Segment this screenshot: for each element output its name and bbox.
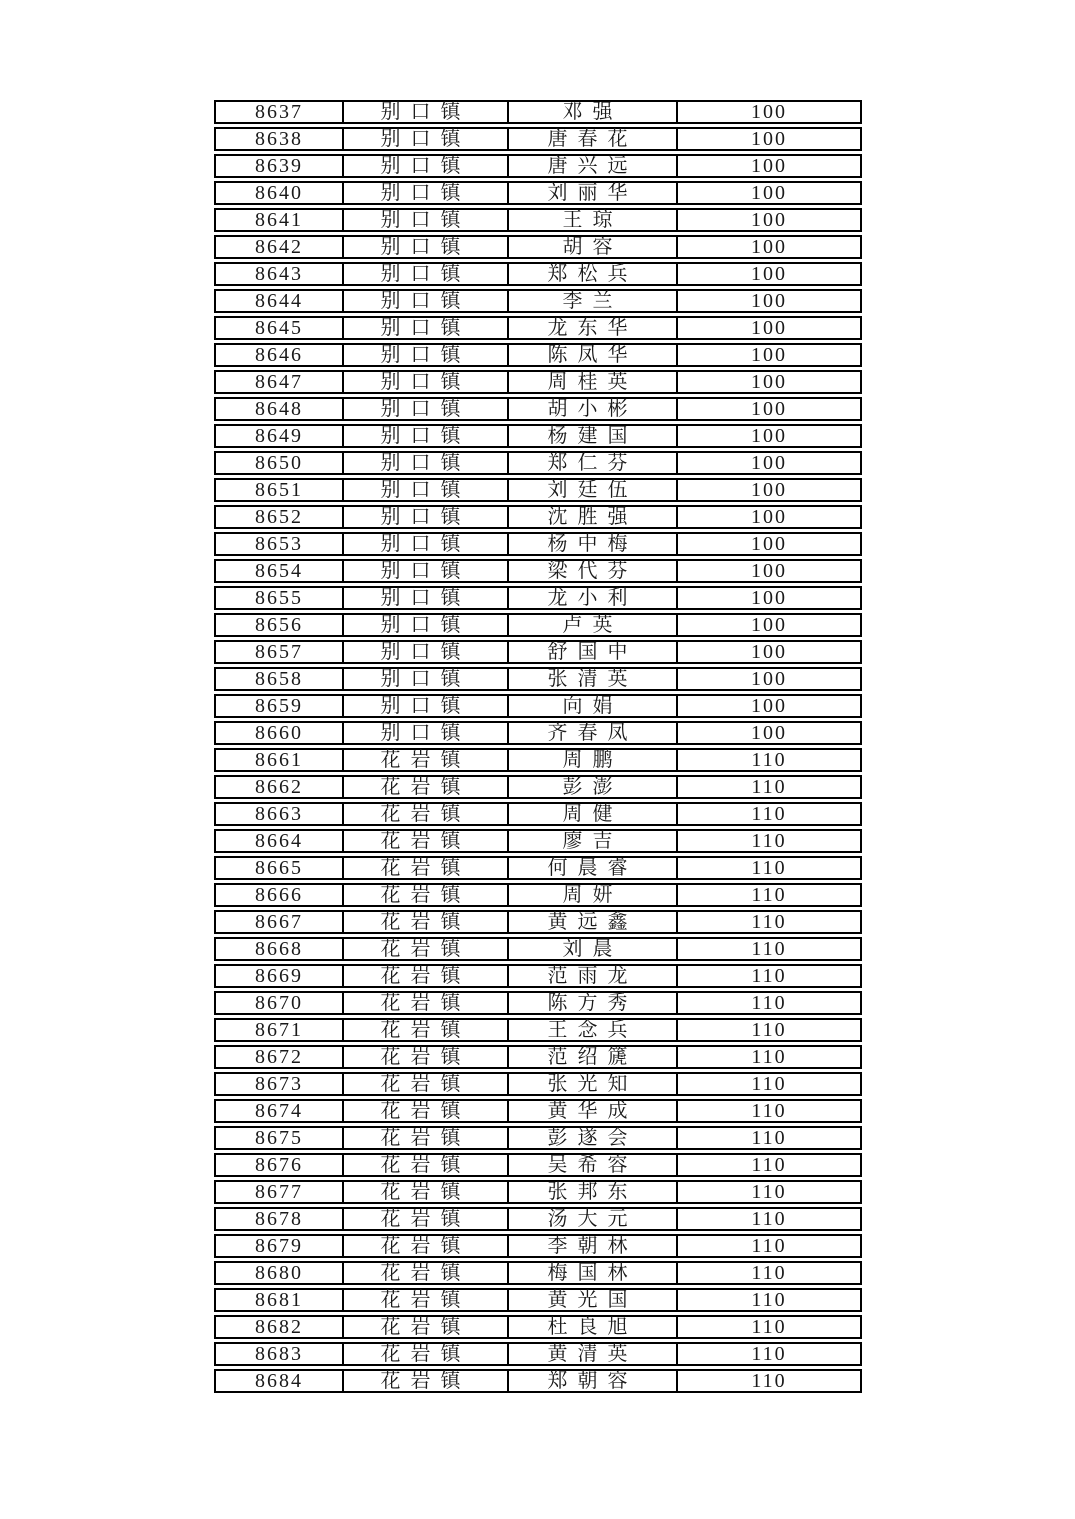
table-row	[214, 829, 862, 853]
value-cell: 100	[676, 586, 862, 610]
name-cell: 郑松兵	[507, 262, 676, 286]
name-cell: 周鹏	[507, 748, 676, 772]
town-cell: 花岩镇	[342, 748, 507, 772]
serial-cell: 8667	[214, 910, 342, 934]
name-cell: 张光知	[507, 1072, 676, 1096]
table-row	[214, 316, 862, 340]
town-cell: 别口镇	[342, 586, 507, 610]
town-cell: 别口镇	[342, 316, 507, 340]
name-cell: 王念兵	[507, 1018, 676, 1042]
table-row	[214, 1315, 862, 1339]
value-cell: 110	[676, 1234, 862, 1258]
value-cell: 100	[676, 370, 862, 394]
name-cell: 杜良旭	[507, 1315, 676, 1339]
value-cell: 110	[676, 883, 862, 907]
table-row	[214, 964, 862, 988]
value-cell: 110	[676, 1072, 862, 1096]
table-row	[214, 262, 862, 286]
serial-cell: 8660	[214, 721, 342, 745]
name-cell: 黄华成	[507, 1099, 676, 1123]
value-cell: 110	[676, 937, 862, 961]
town-cell: 花岩镇	[342, 1288, 507, 1312]
town-cell: 别口镇	[342, 640, 507, 664]
table-row	[214, 613, 862, 637]
serial-cell: 8651	[214, 478, 342, 502]
serial-cell: 8654	[214, 559, 342, 583]
name-cell: 李朝林	[507, 1234, 676, 1258]
town-cell: 别口镇	[342, 262, 507, 286]
table-row	[214, 370, 862, 394]
table-row	[214, 586, 862, 610]
town-cell: 花岩镇	[342, 1072, 507, 1096]
serial-cell: 8652	[214, 505, 342, 529]
value-cell: 110	[676, 1126, 862, 1150]
name-cell: 黄光国	[507, 1288, 676, 1312]
town-cell: 花岩镇	[342, 1207, 507, 1231]
name-cell: 邓强	[507, 100, 676, 124]
table-row	[214, 1153, 862, 1177]
table-row	[214, 1072, 862, 1096]
name-cell: 周桂英	[507, 370, 676, 394]
name-cell: 廖吉	[507, 829, 676, 853]
town-cell: 花岩镇	[342, 1180, 507, 1204]
table-row	[214, 775, 862, 799]
serial-cell: 8676	[214, 1153, 342, 1177]
name-cell: 彭遂会	[507, 1126, 676, 1150]
table-row	[214, 1207, 862, 1231]
name-cell: 张邦东	[507, 1180, 676, 1204]
name-cell: 郑仁芬	[507, 451, 676, 475]
table-row	[214, 559, 862, 583]
roster-table	[214, 97, 862, 1396]
serial-cell: 8669	[214, 964, 342, 988]
name-cell: 汤大元	[507, 1207, 676, 1231]
name-cell: 黄远鑫	[507, 910, 676, 934]
serial-cell: 8655	[214, 586, 342, 610]
serial-cell: 8683	[214, 1342, 342, 1366]
town-cell: 别口镇	[342, 127, 507, 151]
town-cell: 花岩镇	[342, 1045, 507, 1069]
serial-cell: 8645	[214, 316, 342, 340]
value-cell: 100	[676, 208, 862, 232]
table-row	[214, 1018, 862, 1042]
name-cell: 舒国中	[507, 640, 676, 664]
value-cell: 110	[676, 964, 862, 988]
name-cell: 吴希容	[507, 1153, 676, 1177]
value-cell: 110	[676, 1018, 862, 1042]
table-row	[214, 343, 862, 367]
value-cell: 110	[676, 1153, 862, 1177]
town-cell: 花岩镇	[342, 856, 507, 880]
serial-cell: 8672	[214, 1045, 342, 1069]
name-cell: 梅国林	[507, 1261, 676, 1285]
table-row	[214, 1099, 862, 1123]
town-cell: 别口镇	[342, 181, 507, 205]
table-row	[214, 181, 862, 205]
table-row	[214, 235, 862, 259]
serial-cell: 8675	[214, 1126, 342, 1150]
serial-cell: 8661	[214, 748, 342, 772]
table-row	[214, 1288, 862, 1312]
name-cell: 胡容	[507, 235, 676, 259]
name-cell: 范雨龙	[507, 964, 676, 988]
value-cell: 100	[676, 235, 862, 259]
value-cell: 110	[676, 856, 862, 880]
table-row	[214, 667, 862, 691]
roster-table-body	[214, 100, 862, 1393]
value-cell: 100	[676, 559, 862, 583]
town-cell: 花岩镇	[342, 1153, 507, 1177]
serial-cell: 8648	[214, 397, 342, 421]
table-row	[214, 910, 862, 934]
name-cell: 唐兴远	[507, 154, 676, 178]
town-cell: 花岩镇	[342, 1261, 507, 1285]
table-row	[214, 451, 862, 475]
value-cell: 110	[676, 991, 862, 1015]
name-cell: 龙东华	[507, 316, 676, 340]
town-cell: 别口镇	[342, 478, 507, 502]
value-cell: 110	[676, 1180, 862, 1204]
town-cell: 花岩镇	[342, 1234, 507, 1258]
serial-cell: 8647	[214, 370, 342, 394]
town-cell: 花岩镇	[342, 991, 507, 1015]
name-cell: 齐春凤	[507, 721, 676, 745]
name-cell: 何晨睿	[507, 856, 676, 880]
town-cell: 别口镇	[342, 208, 507, 232]
serial-cell: 8644	[214, 289, 342, 313]
town-cell: 别口镇	[342, 154, 507, 178]
value-cell: 100	[676, 667, 862, 691]
name-cell: 杨中梅	[507, 532, 676, 556]
name-cell: 黄清英	[507, 1342, 676, 1366]
serial-cell: 8658	[214, 667, 342, 691]
table-row	[214, 1342, 862, 1366]
town-cell: 花岩镇	[342, 829, 507, 853]
town-cell: 花岩镇	[342, 1018, 507, 1042]
table-row	[214, 991, 862, 1015]
serial-cell: 8653	[214, 532, 342, 556]
town-cell: 别口镇	[342, 451, 507, 475]
table-row	[214, 694, 862, 718]
name-cell: 沈胜强	[507, 505, 676, 529]
name-cell: 张清英	[507, 667, 676, 691]
serial-cell: 8670	[214, 991, 342, 1015]
value-cell: 100	[676, 154, 862, 178]
serial-cell: 8659	[214, 694, 342, 718]
name-cell: 彭澎	[507, 775, 676, 799]
table-row	[214, 883, 862, 907]
town-cell: 花岩镇	[342, 1342, 507, 1366]
name-cell: 刘丽华	[507, 181, 676, 205]
town-cell: 别口镇	[342, 532, 507, 556]
value-cell: 100	[676, 127, 862, 151]
serial-cell: 8642	[214, 235, 342, 259]
value-cell: 100	[676, 343, 862, 367]
table-row	[214, 748, 862, 772]
table-row	[214, 1126, 862, 1150]
serial-cell: 8671	[214, 1018, 342, 1042]
value-cell: 110	[676, 748, 862, 772]
name-cell: 唐春花	[507, 127, 676, 151]
value-cell: 110	[676, 1315, 862, 1339]
serial-cell: 8662	[214, 775, 342, 799]
value-cell: 110	[676, 1342, 862, 1366]
town-cell: 别口镇	[342, 694, 507, 718]
value-cell: 110	[676, 775, 862, 799]
name-cell: 胡小彬	[507, 397, 676, 421]
value-cell: 110	[676, 802, 862, 826]
town-cell: 花岩镇	[342, 883, 507, 907]
town-cell: 别口镇	[342, 343, 507, 367]
value-cell: 100	[676, 181, 862, 205]
serial-cell: 8666	[214, 883, 342, 907]
name-cell: 龙小利	[507, 586, 676, 610]
value-cell: 110	[676, 1369, 862, 1393]
name-cell: 向娟	[507, 694, 676, 718]
town-cell: 花岩镇	[342, 1126, 507, 1150]
serial-cell: 8641	[214, 208, 342, 232]
serial-cell: 8674	[214, 1099, 342, 1123]
value-cell: 100	[676, 478, 862, 502]
serial-cell: 8665	[214, 856, 342, 880]
table-row	[214, 1369, 862, 1393]
town-cell: 别口镇	[342, 667, 507, 691]
value-cell: 100	[676, 640, 862, 664]
value-cell: 110	[676, 1261, 862, 1285]
value-cell: 100	[676, 613, 862, 637]
value-cell: 100	[676, 451, 862, 475]
town-cell: 别口镇	[342, 424, 507, 448]
town-cell: 别口镇	[342, 613, 507, 637]
table-row	[214, 424, 862, 448]
serial-cell: 8663	[214, 802, 342, 826]
table-row	[214, 937, 862, 961]
name-cell: 周健	[507, 802, 676, 826]
table-row	[214, 640, 862, 664]
name-cell: 卢英	[507, 613, 676, 637]
town-cell: 花岩镇	[342, 802, 507, 826]
serial-cell: 8664	[214, 829, 342, 853]
name-cell: 陈凤华	[507, 343, 676, 367]
table-row	[214, 721, 862, 745]
serial-cell: 8638	[214, 127, 342, 151]
serial-cell: 8639	[214, 154, 342, 178]
serial-cell: 8668	[214, 937, 342, 961]
serial-cell: 8646	[214, 343, 342, 367]
town-cell: 花岩镇	[342, 1369, 507, 1393]
name-cell: 郑朝容	[507, 1369, 676, 1393]
serial-cell: 8681	[214, 1288, 342, 1312]
name-cell: 李兰	[507, 289, 676, 313]
table-row	[214, 1045, 862, 1069]
name-cell: 杨建国	[507, 424, 676, 448]
table-row	[214, 208, 862, 232]
table-row	[214, 478, 862, 502]
serial-cell: 8673	[214, 1072, 342, 1096]
serial-cell: 8679	[214, 1234, 342, 1258]
serial-cell: 8649	[214, 424, 342, 448]
town-cell: 花岩镇	[342, 1315, 507, 1339]
town-cell: 花岩镇	[342, 937, 507, 961]
town-cell: 花岩镇	[342, 775, 507, 799]
table-row	[214, 802, 862, 826]
table-row	[214, 532, 862, 556]
serial-cell: 8656	[214, 613, 342, 637]
town-cell: 别口镇	[342, 235, 507, 259]
table-row	[214, 1261, 862, 1285]
town-cell: 花岩镇	[342, 964, 507, 988]
serial-cell: 8650	[214, 451, 342, 475]
town-cell: 别口镇	[342, 397, 507, 421]
town-cell: 花岩镇	[342, 910, 507, 934]
name-cell: 刘晨	[507, 937, 676, 961]
name-cell: 陈方秀	[507, 991, 676, 1015]
serial-cell: 8677	[214, 1180, 342, 1204]
value-cell: 100	[676, 694, 862, 718]
town-cell: 别口镇	[342, 289, 507, 313]
serial-cell: 8678	[214, 1207, 342, 1231]
name-cell: 范绍篪	[507, 1045, 676, 1069]
value-cell: 110	[676, 1045, 862, 1069]
value-cell: 100	[676, 532, 862, 556]
serial-cell: 8680	[214, 1261, 342, 1285]
table-row	[214, 100, 862, 124]
table-row	[214, 289, 862, 313]
town-cell: 别口镇	[342, 370, 507, 394]
value-cell: 100	[676, 100, 862, 124]
town-cell: 别口镇	[342, 505, 507, 529]
value-cell: 110	[676, 1288, 862, 1312]
value-cell: 110	[676, 1207, 862, 1231]
value-cell: 100	[676, 316, 862, 340]
table-row	[214, 397, 862, 421]
value-cell: 110	[676, 829, 862, 853]
value-cell: 100	[676, 505, 862, 529]
serial-cell: 8643	[214, 262, 342, 286]
town-cell: 别口镇	[342, 559, 507, 583]
value-cell: 110	[676, 910, 862, 934]
town-cell: 花岩镇	[342, 1099, 507, 1123]
serial-cell: 8640	[214, 181, 342, 205]
town-cell: 别口镇	[342, 100, 507, 124]
table-row	[214, 1234, 862, 1258]
value-cell: 110	[676, 1099, 862, 1123]
table-row	[214, 154, 862, 178]
value-cell: 100	[676, 289, 862, 313]
name-cell: 周妍	[507, 883, 676, 907]
value-cell: 100	[676, 424, 862, 448]
table-row	[214, 127, 862, 151]
name-cell: 王琼	[507, 208, 676, 232]
table-row	[214, 1180, 862, 1204]
table-row	[214, 856, 862, 880]
serial-cell: 8657	[214, 640, 342, 664]
name-cell: 刘廷伍	[507, 478, 676, 502]
serial-cell: 8682	[214, 1315, 342, 1339]
serial-cell: 8637	[214, 100, 342, 124]
name-cell: 梁代芬	[507, 559, 676, 583]
value-cell: 100	[676, 721, 862, 745]
town-cell: 别口镇	[342, 721, 507, 745]
value-cell: 100	[676, 397, 862, 421]
serial-cell: 8684	[214, 1369, 342, 1393]
table-row	[214, 505, 862, 529]
value-cell: 100	[676, 262, 862, 286]
